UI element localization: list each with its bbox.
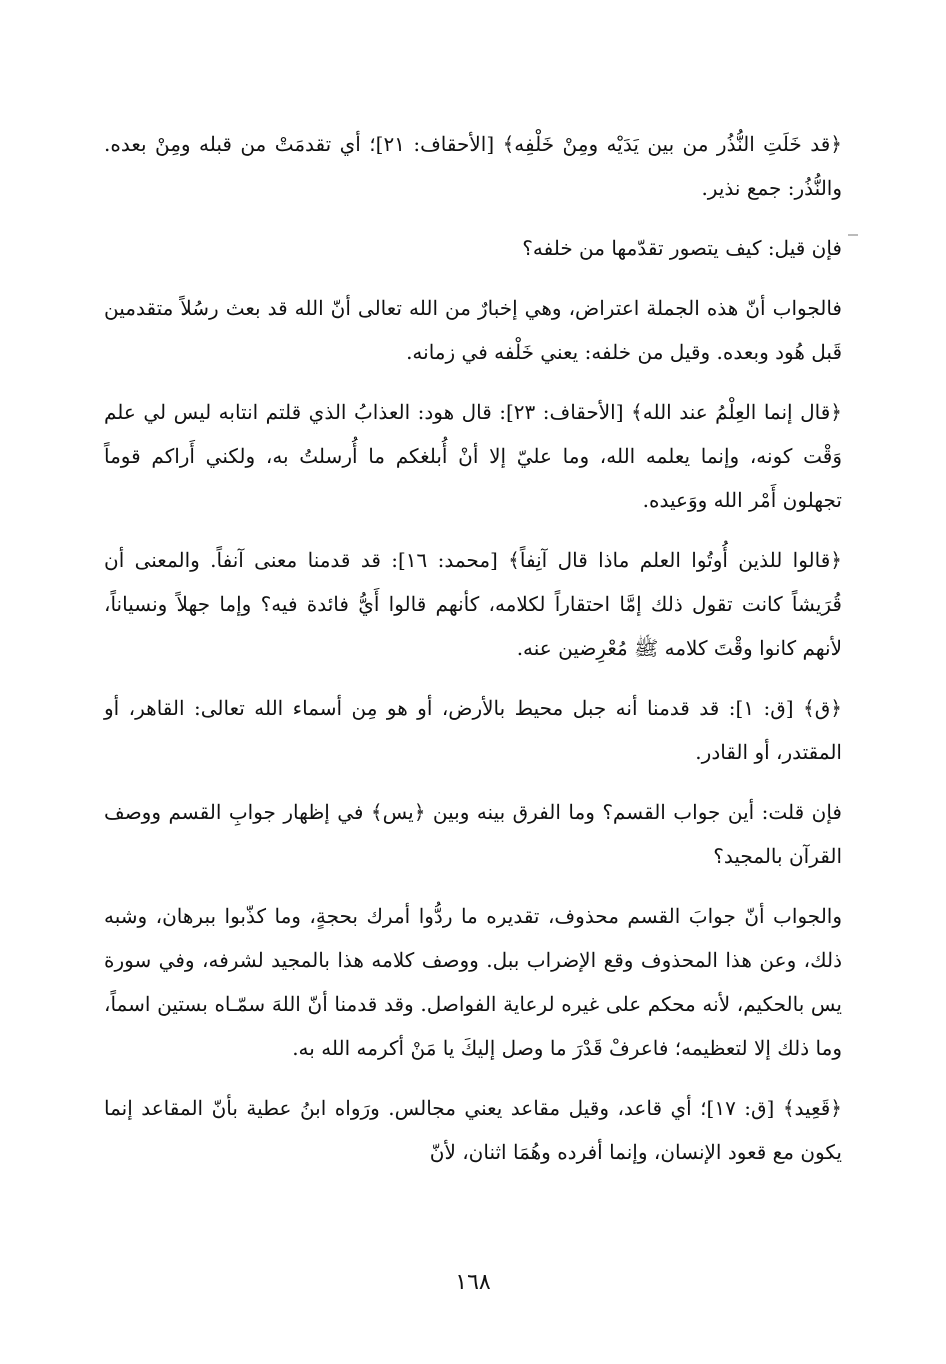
paragraph-1: ﴿قد خَلَتِ النُّذُر من بين يَدَيْه ومِنْ خَلْفِه﴾ [الأحقاف: ٢١]؛ أي تقدمَتْ من قبله ومِنْ بعده. والنُّذُر: جمع نذير. [104, 132, 842, 200]
margin-mark [848, 234, 858, 236]
page-number: ١٦٨ [455, 1270, 491, 1295]
paragraph-2: فإن قيل: كيف يتصور تقدّمها من خلفه؟ [522, 236, 842, 260]
paragraph-6: ﴿ق﴾ [ق: ١]: قد قدمنا أنه جبل محيط بالأرض، أو هو مِن أسماء الله تعالى: القاهر، أو المقتدر، أو القادر. [104, 696, 842, 764]
paragraph-9: ﴿قَعِيد﴾ [ق: ١٧]؛ أي قاعد، وقيل مقاعد يعني مجالس. ورَواه ابنُ عطية بأنّ المقاعد إنما يكون مع قعود الإنسان، وإنما أفرده وهُمَا اثنان، لأنّ [104, 1096, 843, 1164]
paragraph-4: ﴿قال إنما العِلْمُ عند الله﴾ [الأحقاف: ٢٣]: قال هود: العذابُ الذي قلتم انتابه ليس لي علم وَقْت كونه، وإنما يعلمه الله، وما عليّ إلا أنْ أُبلغكم ما أُرسلتُ به، ولكني أَراكم قوماً تجهلون أَمْر الله ووَعيده. [104, 400, 842, 512]
paragraph-5: ﴿قالوا للذين أُوتُوا العلم ماذا قال آنِفاً﴾ [محمد: ١٦]: قد قدمنا معنى آنفاً. والمعنى أن قُرَيشاً كانت تقول ذلك إمَّا احتقاراً لكلامه، كأنهم قالوا أَيُّ فائدة فيه؟ وإما جهلاً ونسياناً، لأنهم كانوا وقْتَ كلامه ﷺ مُعْرِضين عنه. [104, 548, 842, 660]
paragraph-8: والجواب أنّ جوابَ القسم محذوف، تقديره ما ردُّوا أمرك بحجةٍ، وما كذّبوا ببرهان، وشبه ذلك، وعن هذا المحذوف وقع الإضراب ببل. ووصف كلامه هذا بالمجيد لشرفه، وفي سورة يس بالحكيم، لأنه محكم على غيره لرعاية الفواصل. وقد قدمنا أنّ اللهَ سمّـاه بستين اسماً، وما ذلك إلا لتعظيمه؛ فاعرفْ قَدْرَ ما وصل إليكَ يا مَنْ أكرمه الله به. [104, 904, 842, 1060]
paragraph-7: فإن قلت: أين جواب القسم؟ وما الفرق بينه وبين ﴿يس﴾ في إظهار جوابِ القسم ووصف القرآن بالمجيد؟ [104, 800, 842, 868]
main-text [104, 122, 842, 1190]
paragraph-3: فالجواب أنّ هذه الجملة اعتراض، وهي إخبارٌ من الله تعالى أنّ الله قد بعث رسُلاً متقدمين قَبل هُود وبعده. وقيل من خلفه: يعني خَلْفه في زمانه. [104, 296, 842, 364]
